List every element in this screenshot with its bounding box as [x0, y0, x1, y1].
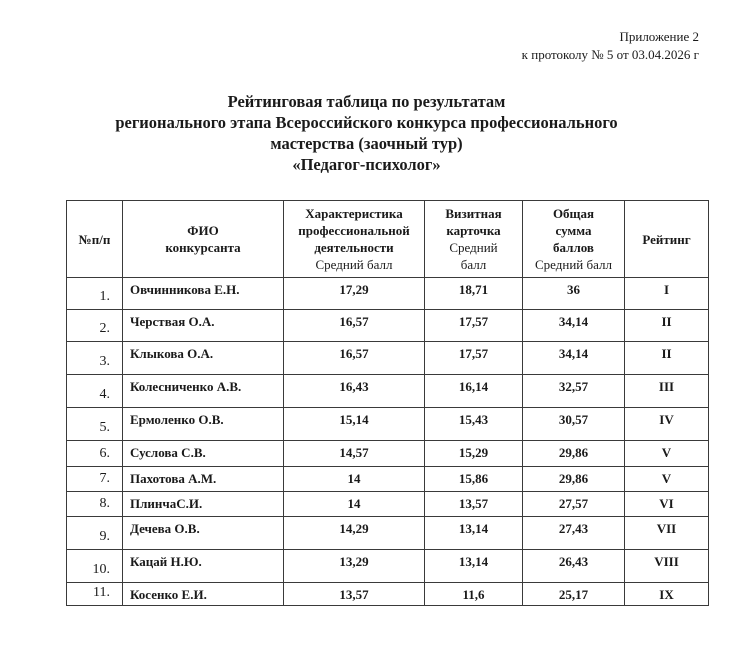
- total-score: 29,86: [523, 441, 625, 467]
- protocol-reference: к протоколу № 5 от 03.04.2026 г: [521, 47, 699, 62]
- business-card-score: 16,14: [425, 375, 523, 408]
- header-rating: Рейтинг: [625, 201, 709, 278]
- title-line-3: мастерства (заочный тур): [270, 134, 463, 153]
- characteristic-score: 15,14: [284, 408, 425, 441]
- rating-value: II: [625, 342, 709, 375]
- table-row: [67, 408, 709, 441]
- table-row: [67, 278, 709, 310]
- row-number: 1.: [67, 278, 123, 310]
- table-header-row: [67, 201, 709, 278]
- row-number: 7.: [67, 467, 123, 492]
- rating-table: [66, 200, 709, 606]
- rating-value: VI: [625, 492, 709, 517]
- characteristic-score: 16,43: [284, 375, 425, 408]
- rating-value: IX: [625, 583, 709, 606]
- table-row: [67, 375, 709, 408]
- business-card-score: 17,57: [425, 342, 523, 375]
- contestant-name: Дечева О.В.: [123, 517, 284, 550]
- total-score: 36: [523, 278, 625, 310]
- row-number: 8.: [67, 492, 123, 517]
- business-card-score: 13,14: [425, 550, 523, 583]
- table-row: [67, 583, 709, 606]
- table-row: [67, 517, 709, 550]
- rating-value: V: [625, 467, 709, 492]
- business-card-score: 15,86: [425, 467, 523, 492]
- total-score: 25,17: [523, 583, 625, 606]
- table-row: [67, 550, 709, 583]
- business-card-score: 15,29: [425, 441, 523, 467]
- total-score: 26,43: [523, 550, 625, 583]
- rating-value: IV: [625, 408, 709, 441]
- header-total: Общая сумма баллов Средний балл: [523, 201, 625, 278]
- header-number: №п/п: [67, 201, 123, 278]
- business-card-score: 18,71: [425, 278, 523, 310]
- table-row: [67, 467, 709, 492]
- header-characteristic: Характеристика профессиональной деятельности Средний балл: [284, 201, 425, 278]
- table-row: [67, 492, 709, 517]
- table-row: [67, 342, 709, 375]
- header-business-card: Визитная карточка Средний балл: [425, 201, 523, 278]
- characteristic-score: 16,57: [284, 342, 425, 375]
- characteristic-score: 13,29: [284, 550, 425, 583]
- annex-number: Приложение 2: [619, 29, 699, 44]
- contestant-name: Кацай Н.Ю.: [123, 550, 284, 583]
- row-number: 3.: [67, 342, 123, 375]
- total-score: 27,57: [523, 492, 625, 517]
- row-number: 6.: [67, 441, 123, 467]
- total-score: 34,14: [523, 342, 625, 375]
- rating-value: VIII: [625, 550, 709, 583]
- characteristic-score: 14,29: [284, 517, 425, 550]
- characteristic-score: 17,29: [284, 278, 425, 310]
- row-number: 4.: [67, 375, 123, 408]
- table-row: [67, 310, 709, 342]
- row-number: 5.: [67, 408, 123, 441]
- contestant-name: Косенко Е.И.: [123, 583, 284, 606]
- total-score: 29,86: [523, 467, 625, 492]
- total-score: 27,43: [523, 517, 625, 550]
- characteristic-score: 16,57: [284, 310, 425, 342]
- total-score: 34,14: [523, 310, 625, 342]
- business-card-score: 11,6: [425, 583, 523, 606]
- title-line-4: «Педагог-психолог»: [292, 155, 441, 174]
- rating-value: V: [625, 441, 709, 467]
- contestant-name: Ермоленко О.В.: [123, 408, 284, 441]
- row-number: 9.: [67, 517, 123, 550]
- characteristic-score: 14,57: [284, 441, 425, 467]
- characteristic-score: 13,57: [284, 583, 425, 606]
- title-line-2: регионального этапа Всероссийского конкурса профессионального: [115, 113, 618, 132]
- total-score: 32,57: [523, 375, 625, 408]
- business-card-score: 13,14: [425, 517, 523, 550]
- row-number: 10.: [67, 550, 123, 583]
- rating-value: II: [625, 310, 709, 342]
- business-card-score: 15,43: [425, 408, 523, 441]
- business-card-score: 13,57: [425, 492, 523, 517]
- characteristic-score: 14: [284, 467, 425, 492]
- title-line-1: Рейтинговая таблица по результатам: [227, 92, 506, 111]
- contestant-name: Пахотова А.М.: [123, 467, 284, 492]
- total-score: 30,57: [523, 408, 625, 441]
- row-number: 11.: [67, 583, 123, 606]
- contestant-name: Суслова С.В.: [123, 441, 284, 467]
- rating-value: I: [625, 278, 709, 310]
- rating-value: III: [625, 375, 709, 408]
- contestant-name: Черствая О.А.: [123, 310, 284, 342]
- row-number: 2.: [67, 310, 123, 342]
- header-name: ФИО конкурсанта: [123, 201, 284, 278]
- contestant-name: Овчинникова Е.Н.: [123, 278, 284, 310]
- contestant-name: ПлинчаС.И.: [123, 492, 284, 517]
- characteristic-score: 14: [284, 492, 425, 517]
- contestant-name: Колесниченко А.В.: [123, 375, 284, 408]
- contestant-name: Клыкова О.А.: [123, 342, 284, 375]
- business-card-score: 17,57: [425, 310, 523, 342]
- rating-value: VII: [625, 517, 709, 550]
- document-title: [0, 91, 733, 175]
- table-row: [67, 441, 709, 467]
- annex-header: [522, 28, 699, 64]
